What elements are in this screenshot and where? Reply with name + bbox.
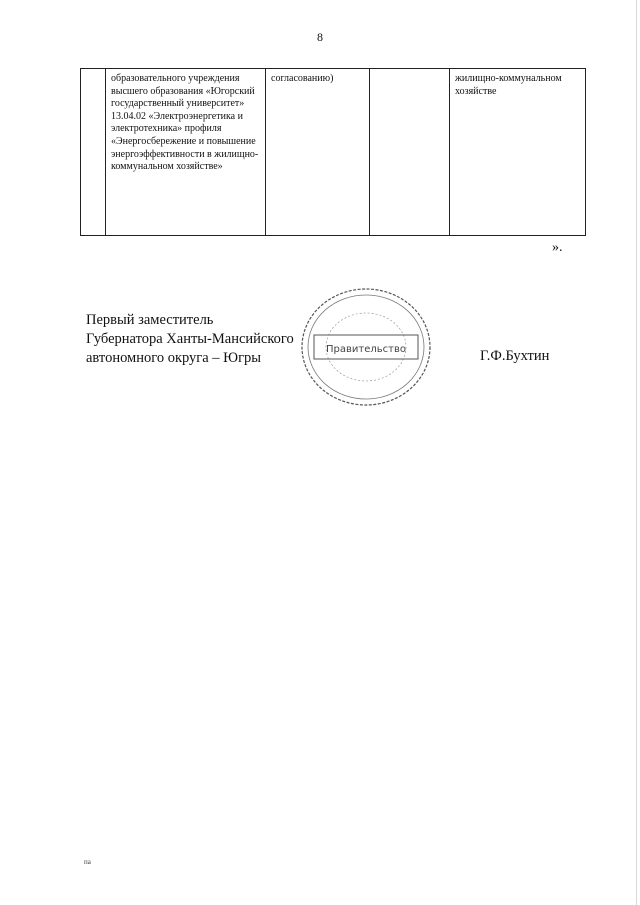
signer-position-line: Первый заместитель [86,312,214,328]
signer-position-line: автономного округа – Югры [86,350,262,366]
official-seal [296,285,436,410]
scan-edge [636,0,637,905]
table-cell-event: образовательного учреждения высшего образования «Югорский государственный университет» 13.04.02 «Электроэнергетика и электротехника» профиля «Энергосбережение и повышение энергоэффективности в жилищно-коммунальном хозяйстве» [106,69,266,236]
signer-position-line: Губернатора Ханты-Мансийского [86,331,294,347]
signer-position [86,311,294,368]
page-number: 8 [317,30,323,44]
signer-name: Г.Ф.Бухтин [480,348,550,364]
footer-mark: па [84,858,91,866]
table-row [81,69,586,236]
table-cell-responsible: согласованию) [266,69,370,236]
table-cell-deadline [370,69,450,236]
continuation-table [80,68,586,236]
table-cell-number [81,69,106,236]
seal-text: Правительство [326,344,406,355]
closing-quote: ». [552,240,563,255]
table-cell-result: жилищно-коммунальном хозяйстве [450,69,586,236]
